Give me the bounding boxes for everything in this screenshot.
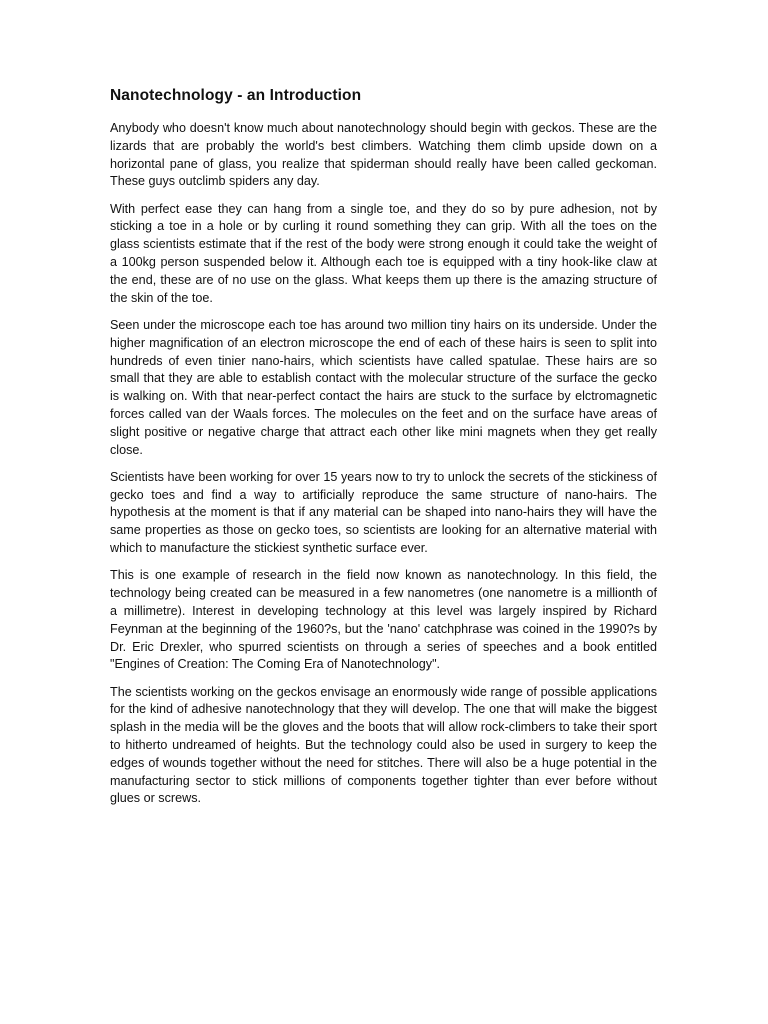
document-body — [110, 86, 657, 818]
paragraph-research: Scientists have been working for over 15 years now to try to unlock the secrets of the stickiness of gecko toes and find a way to artificially reproduce the same structure of nano-hairs. The hypothesis at the moment is that if any material can be shaped into nano-hairs they will have the same properties as those on gecko toes, so scientists are looking for an alternative material with which to manufacture the stickiest synthetic surface ever. — [110, 469, 657, 556]
paragraph-microscope-hairs: Seen under the microscope each toe has around two million tiny hairs on its underside. Under the higher magnification of an electron microscope the end of each of these hairs is seen to split into hundreds of even tinier nano-hairs, which scientists have called spatulae. These hairs are so small that they are able to establish contact with the molecular structure of the surface the gecko is walking on. With that near-perfect contact the hairs are stuck to the surface by elctromagnetic forces called van der Waals forces. The molecules on the feet and on the surface have areas of slight positive or negative charge that attract each other like mini magnets when they get really close. — [110, 317, 657, 457]
document-title: Nanotechnology - an Introduction — [110, 87, 362, 104]
paragraph-geckos-intro: Anybody who doesn't know much about nanotechnology should begin with geckos. These are the lizards that are probably the world's best climbers. Watching them climb upside down on a horizontal pane of glass, you realize that spiderman should really have been called geckoman. These guys outclimb spiders any day. — [110, 121, 657, 189]
paragraph-toe-adhesion: With perfect ease they can hang from a single toe, and they do so by pure adhesion, not by sticking a toe in a hole or by curling it round something they can grip. With all the toes on the glass scientists estimate that if the rest of the body were strong enough it could take the weight of a 100kg person suspended below it. Although each toe is equipped with a tiny hook-like claw at the end, these are of no use on the glass. What keeps them up there is the amazing structure of the skin of the toe. — [110, 201, 657, 305]
paragraph-nanotechnology-field: This is one example of research in the field now known as nanotechnology. In this field, the technology being created can be measured in a few nanometres (one nanometre is a millionth of a millimetre). Interest in developing technology at this level was largely inspired by Richard Feynman at the beginning of the 1960?s, but the 'nano' catchphrase was coined in the 1990?s by Dr. Eric Drexler, who spurred scientists on through a series of speeches and a book entitled "Engines of Creation: The Coming Era of Nanotechnology". — [110, 568, 657, 672]
paragraph-applications: The scientists working on the geckos envisage an enormously wide range of possible applications for the kind of adhesive nanotechnology that they will develop. The one that will make the biggest splash in the media will be the gloves and the boots that will allow rock-climbers to take their sport to hitherto undreamed of heights. But the technology could also be used in surgery to keep the edges of wounds together without the need for stitches. There will also be a huge potential in the manufacturing sector to stick millions of components together tighter than ever before without glues or screws. — [110, 684, 657, 806]
